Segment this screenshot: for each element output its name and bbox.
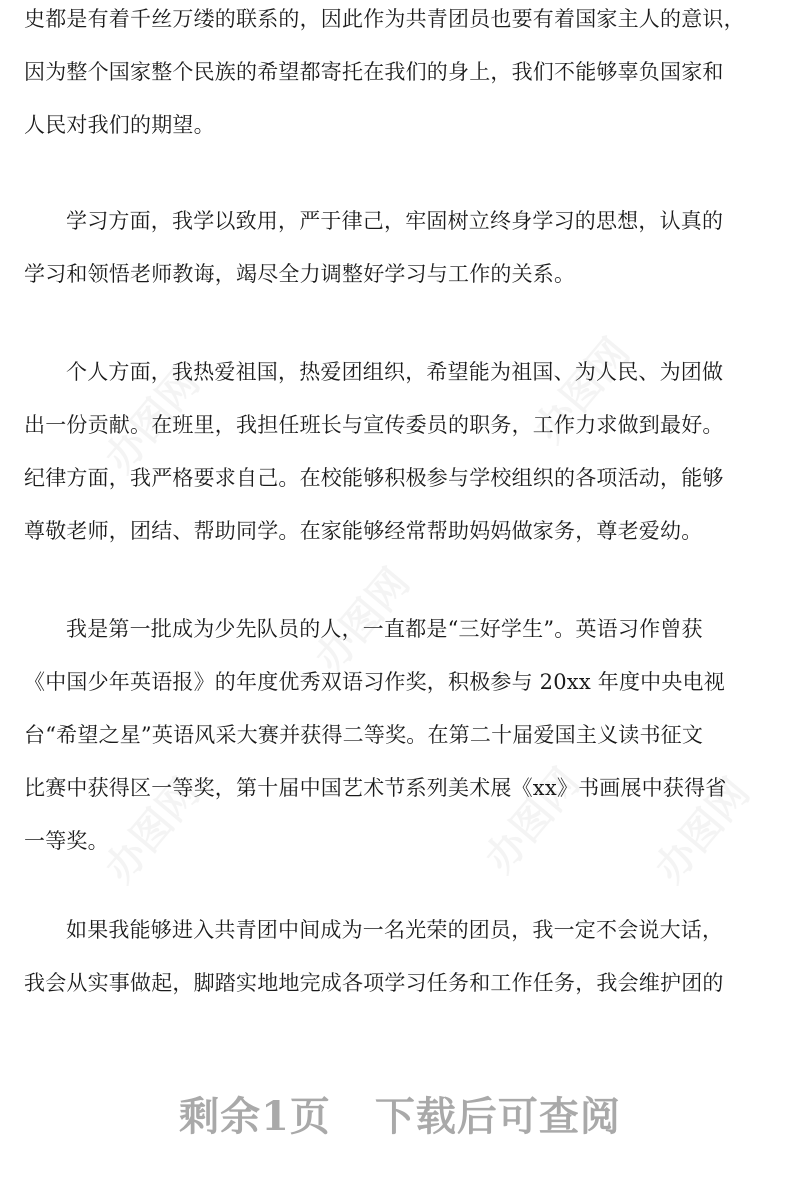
paragraph-line: 我会从实事做起，脚踏实地地完成各项学习任务和工作任务，我会维护团的 [24,971,724,995]
paragraph-line: 个人方面，我热爱祖国，热爱团组织，希望能为祖国、为人民、为团做 [66,360,724,384]
paragraph-line: 《中国少年英语报》的年度优秀双语习作奖，积极参与 20xx 年度中央电视 [24,670,725,694]
paragraph [24,603,776,868]
paragraph-line: 比赛中获得区一等奖，第十届中国艺术节系列美术展《xx》书画展中获得省 [24,776,727,800]
paragraph-line: 因为整个国家整个民族的希望都寄托在我们的身上，我们不能够辜负国家和 [24,60,724,84]
paragraph-line: 人民对我们的期望。 [24,113,215,137]
download-to-view-label: 下载后可查阅 [374,1093,621,1140]
paragraph-line: 史都是有着千丝万缕的联系的，因此作为共青团员也要有着国家主人的意识， [24,7,745,31]
paragraph [24,195,776,301]
paragraph-line: 尊敬老师，团结、帮助同学。在家能够经常帮助妈妈做家务，尊老爱幼。 [24,519,703,543]
download-prompt[interactable] [0,1085,800,1142]
paragraph-line: 学习方面，我学以致用，严于律己，牢固树立终身学习的思想，认真的 [66,209,724,233]
remaining-pages-label: 剩余1页 [179,1093,331,1140]
paragraph [24,346,776,558]
paragraph-line: 学习和领悟老师教诲，竭尽全力调整好学习与工作的关系。 [24,262,576,286]
paragraph-line: 出一份贡献。在班里，我担任班长与宣传委员的职务，工作力求做到最好。 [24,413,724,437]
paragraph [24,904,776,1010]
paragraph [24,0,776,152]
paragraph-line: 一等奖。 [24,829,109,853]
paragraph-line: 台“希望之星”英语风采大赛并获得二等奖。在第二十届爱国主义读书征文 [24,723,704,747]
paragraph-line: 纪律方面，我严格要求自己。在校能够积极参与学校组织的各项活动，能够 [24,466,724,490]
paragraph-line: 如果我能够进入共青团中间成为一名光荣的团员，我一定不会说大话， [66,918,724,942]
paragraph-line: 我是第一批成为少先队员的人，一直都是“三好学生”。英语习作曾获 [66,617,703,641]
